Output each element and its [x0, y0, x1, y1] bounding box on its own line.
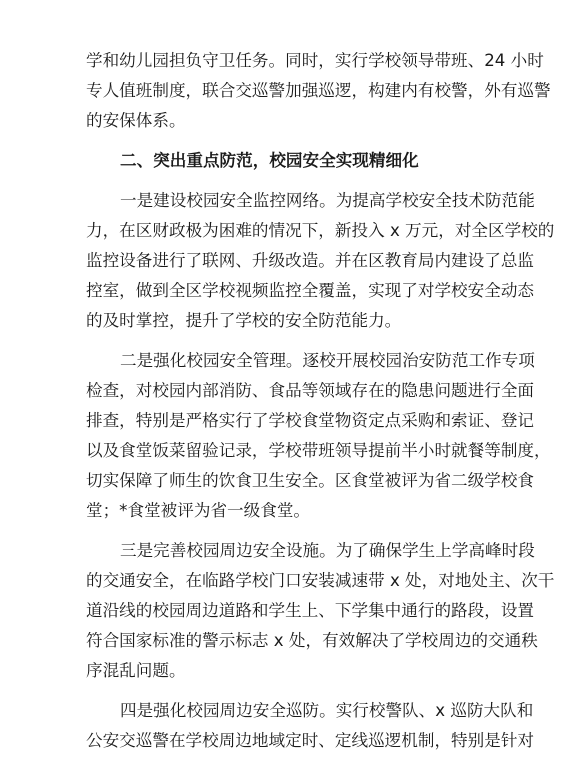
paragraph-line: 排查，特别是严格实行了学校食堂物资定点采购和索证、登记 — [86, 411, 535, 430]
paragraph-line: 道沿线的校园周边道路和学生上、下学集中通行的路段，设置 — [86, 601, 535, 620]
paragraph-line: 堂；*食堂被评为省一级食堂。 — [86, 501, 311, 520]
paragraph-line: 切实保障了师生的饮食卫生安全。区食堂被评为省二级学校食 — [86, 471, 535, 490]
paragraph-line: 二是强化校园安全管理。逐校开展校园治安防范工作专项 — [120, 351, 535, 370]
paragraph-line: 力，在区财政极为困难的情况下，新投入 x 万元，对全区学校的 — [86, 221, 555, 240]
paragraph-line: 的安保体系。 — [86, 111, 186, 130]
paragraph-line: 公安交巡警在学校周边地域定时、定线巡逻机制，特别是针对 — [86, 731, 535, 750]
paragraph-line: 符合国家标准的警示标志 x 处，有效解决了学校周边的交通秩 — [86, 631, 538, 650]
paragraph-line: 序混乱问题。 — [86, 661, 186, 680]
paragraph-line: 三是完善校园周边安全设施。为了确保学生上学高峰时段 — [120, 541, 535, 560]
paragraph-line: 四是强化校园周边安全巡防。实行校警队、x 巡防大队和 — [120, 701, 534, 720]
paragraph-line: 的交通安全，在临路学校门口安装减速带 x 处，对地处主、次干 — [86, 571, 555, 590]
paragraph-line: 以及食堂饭菜留验记录，学校带班领导提前半小时就餐等制度， — [86, 441, 551, 460]
paragraph-line: 专人值班制度，联合交巡警加强巡逻，构建内有校警，外有巡警 — [86, 81, 551, 100]
paragraph-line: 检查，对校园内部消防、食品等领域存在的隐患问题进行全面 — [86, 381, 535, 400]
paragraph-line: 监控设备进行了联网、升级改造。并在区教育局内建设了总监 — [86, 251, 535, 270]
paragraph-line: 学和幼儿园担负守卫任务。同时，实行学校领导带班、24 小时 — [86, 51, 544, 70]
paragraph-line: 控室，做到全区学校视频监控全覆盖，实现了对学校安全动态 — [86, 281, 535, 300]
section-heading: 二、突出重点防范，校园安全实现精细化 — [120, 151, 419, 170]
paragraph-line: 一是建设校园安全监控网络。为提高学校安全技术防范能 — [120, 191, 535, 210]
paragraph-line: 的及时掌控，提升了学校的安全防范能力。 — [86, 311, 402, 330]
